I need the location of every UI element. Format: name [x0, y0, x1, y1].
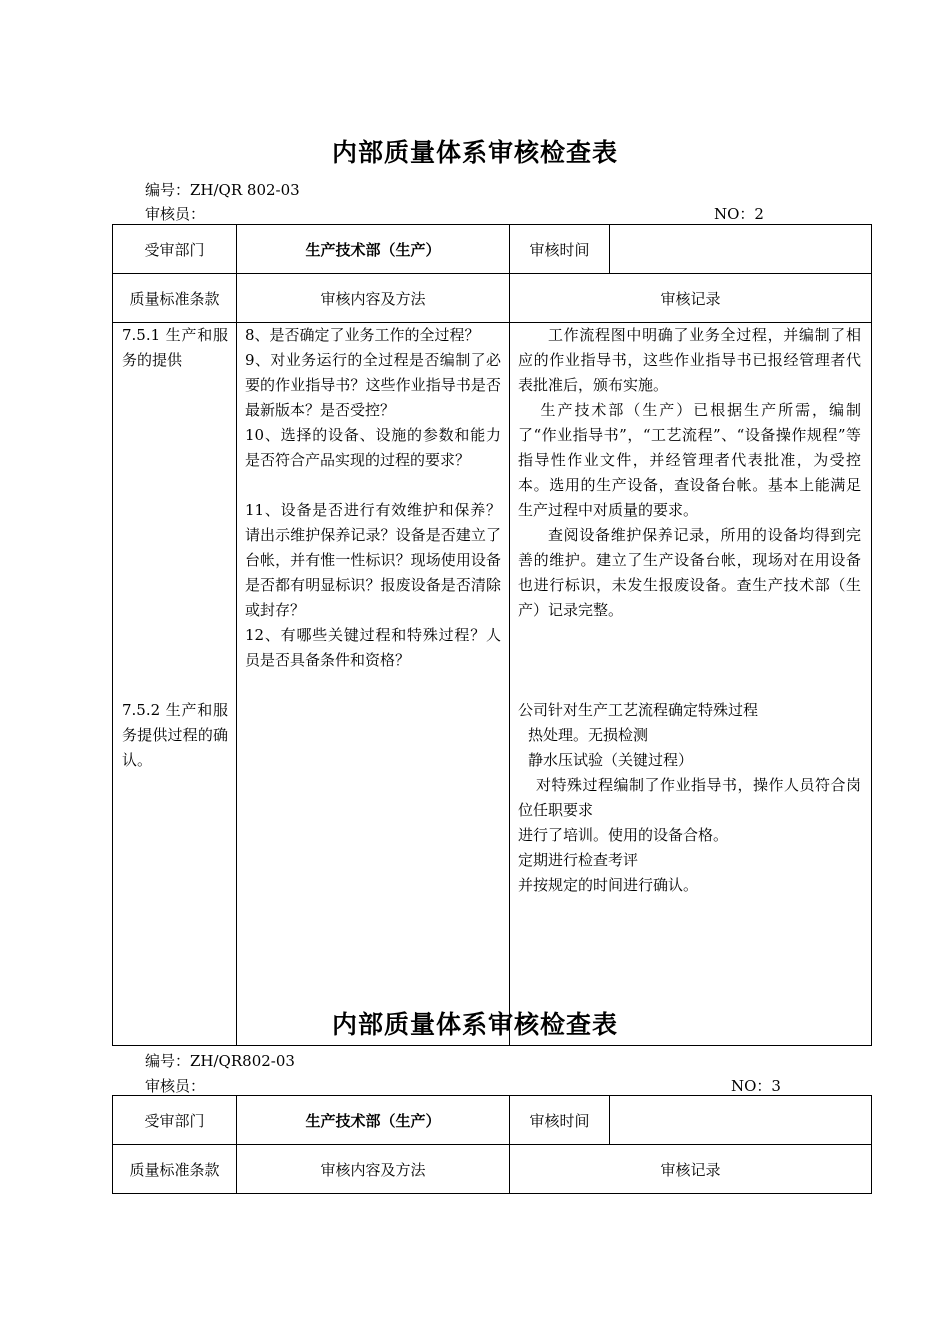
- record-paragraph-8: 进行了培训。使用的设备合格。: [518, 826, 729, 844]
- col-record-header: 审核记录: [510, 1145, 872, 1194]
- form1-dept-row: [113, 225, 872, 274]
- content-item-12: 12、有哪些关键过程和特殊过程？人员是否具备条件和资格？: [245, 626, 501, 669]
- col-clause-header: 质量标准条款: [113, 1145, 237, 1194]
- form2-title: 内部质量体系审核检查表: [331, 1010, 618, 1039]
- record-paragraph-7: 对特殊过程编制了作业指导书，操作人员符合岗位任职要求: [518, 776, 861, 819]
- record-paragraph-4: 公司针对生产工艺流程确定特殊过程: [518, 701, 759, 719]
- form2-code: 编号：ZH/QR802-03: [145, 1052, 295, 1070]
- dept-value: 生产技术部（生产）: [237, 225, 510, 274]
- dept-label: 受审部门: [113, 225, 237, 274]
- record-paragraph-5: 热处理。无损检测: [528, 726, 649, 744]
- record-paragraph-2: 生产技术部（生产）已根据生产所需，编制了“作业指导书”，“工艺流程”、“设备操作规程”等指导性作业文件，并经管理者代表批准，为受控本。选用的生产设备，查设备台帐。基本上能满足生产过程中对质量的要求。: [518, 401, 861, 519]
- record-paragraph-9: 定期进行检查考评: [518, 851, 639, 869]
- form2-auditor: 审核员：: [145, 1077, 206, 1095]
- col-record-header: 审核记录: [510, 274, 872, 323]
- time-label: 审核时间: [510, 1096, 610, 1145]
- form2-dept-row: [113, 1096, 872, 1145]
- record-paragraph-6: 静水压试验（关键过程）: [528, 751, 694, 769]
- time-value[interactable]: [610, 225, 872, 274]
- dept-value: 生产技术部（生产）: [237, 1096, 510, 1145]
- record-paragraph-3: 查阅设备维护保养记录，所用的设备均得到完善的维护。建立了生产设备台帐，现场对在用设备也进行标识，未发生报废设备。查生产技术部（生产）记录完整。: [518, 526, 861, 619]
- time-value[interactable]: [610, 1096, 872, 1145]
- clause-7-5-1: 7.5.1 生产和服务的提供: [122, 326, 228, 369]
- form2-table: [112, 1095, 872, 1194]
- clause-7-5-2: 7.5.2 生产和服务提供过程的确认。: [122, 701, 228, 769]
- record-paragraph-1: 工作流程图中明确了业务全过程，并编制了相应的作业指导书，这些作业指导书已报经管理者代表批准后，颁布实施。: [518, 326, 861, 394]
- form1-column-header-row: [113, 274, 872, 323]
- content-cell: [237, 323, 510, 1046]
- form1-auditor: 审核员：: [145, 205, 206, 223]
- form1-code: 编号：ZH/QR 802-03: [145, 181, 300, 199]
- time-label: 审核时间: [510, 225, 610, 274]
- form2-no: NO：3: [731, 1077, 781, 1095]
- col-clause-header: 质量标准条款: [113, 274, 237, 323]
- form1-body-row: [113, 323, 872, 1046]
- record-cell: [510, 323, 872, 1046]
- form1-title: 内部质量体系审核检查表: [331, 138, 618, 167]
- form1-no: NO：2: [714, 205, 764, 223]
- col-content-header: 审核内容及方法: [237, 1145, 510, 1194]
- col-content-header: 审核内容及方法: [237, 274, 510, 323]
- content-item-10: 10、选择的设备、设施的参数和能力是否符合产品实现的过程的要求？: [245, 426, 501, 469]
- content-item-9: 9、对业务运行的全过程是否编制了必要的作业指导书？这些作业指导书是否最新版本？是否受控？: [245, 351, 501, 419]
- content-item-11: 11、设备是否进行有效维护和保养？请出示维护保养记录？设备是否建立了台帐，并有惟一性标识？现场使用设备是否都有明显标识？报废设备是否清除或封存？: [245, 501, 501, 619]
- form2-column-header-row: [113, 1145, 872, 1194]
- dept-label: 受审部门: [113, 1096, 237, 1145]
- form1-table: [112, 224, 872, 1046]
- content-item-8: 8、是否确定了业务工作的全过程？: [245, 326, 480, 344]
- clause-cell: [113, 323, 237, 1046]
- record-paragraph-10: 并按规定的时间进行确认。: [518, 876, 699, 894]
